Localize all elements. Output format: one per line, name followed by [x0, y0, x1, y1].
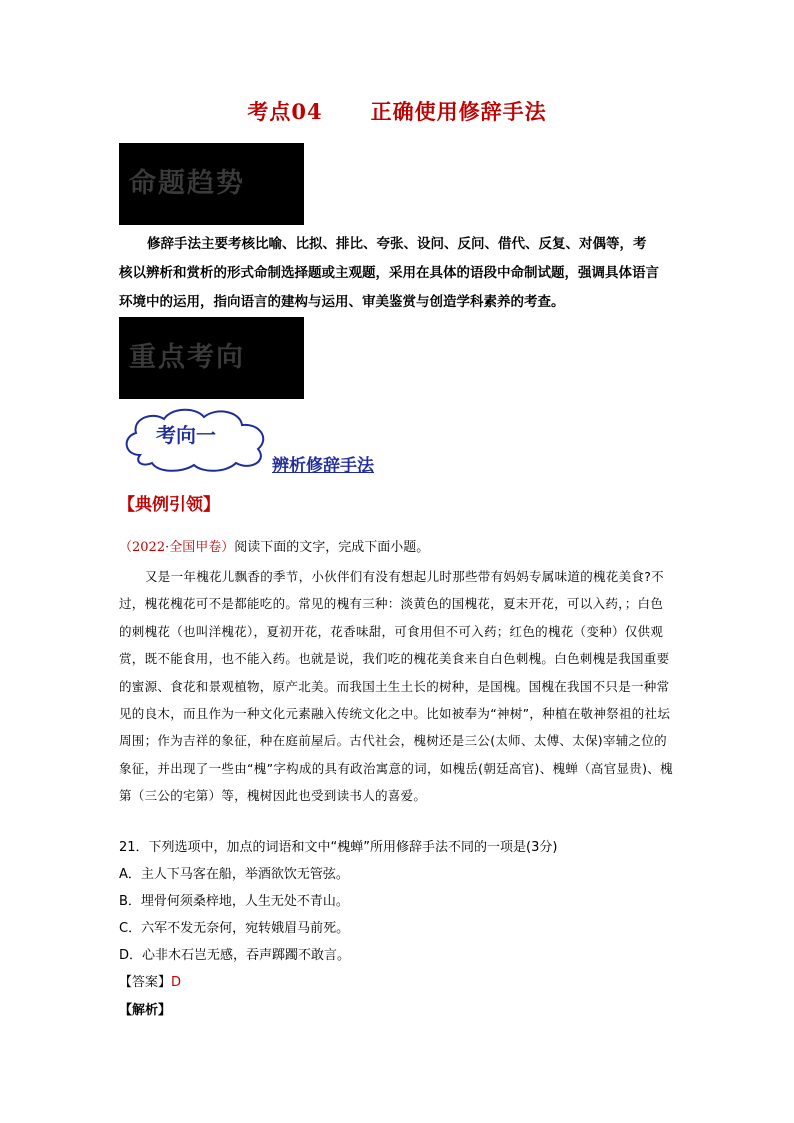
- focus-banner-text: 重点考向: [129, 342, 245, 373]
- example-heading: 【典例引领】: [118, 495, 220, 515]
- analysis-label: 【解析】: [119, 1003, 172, 1018]
- trend-banner-text: 命题趋势: [129, 168, 245, 199]
- option-a: A．主人下马客在船，举酒欲饮无管弦。: [119, 867, 349, 882]
- section-cloud: [118, 405, 274, 475]
- answer-line: [119, 971, 181, 990]
- intro-paragraph: 修辞手法主要考核比喻、比拟、排比、夸张、设问、反问、借代、反复、对偶等，考核以辨析和赏析的形式命制选择题或主观题，采用在具体的语段中命制试题，强调具体语言环境中的运用，指向语言的建构与运用、审美鉴赏与创造学科素养的考查。: [119, 236, 659, 310]
- cloud-label: 考向一: [156, 423, 216, 447]
- source-line: [119, 536, 429, 555]
- title-prefix: 考点04: [247, 99, 323, 124]
- source-instruction: 阅读下面的文字，完成下面小题。: [234, 540, 430, 555]
- source-tag: （2022·全国甲卷）: [119, 540, 235, 555]
- option-d: D．心非木石岂无感，吞声踯躅不敢言。: [119, 948, 351, 963]
- focus-banner: [119, 317, 304, 399]
- option-b: B．埋骨何须桑梓地，人生无处不青山。: [119, 894, 349, 909]
- title-main: 正确使用修辞手法: [370, 99, 547, 124]
- option-c: C．六军不发无奈何，宛转娥眉马前死。: [119, 921, 350, 936]
- section-heading: 辨析修辞手法: [272, 456, 374, 476]
- answer-label: 【答案】: [119, 975, 172, 990]
- reading-passage: 又是一年槐花儿飘香的季节，小伙伴们有没有想起儿时那些带有妈妈专属味道的槐花美食?不过，槐花槐花可不是都能吃的。常见的槐有三种：淡黄色的国槐花，夏末开花，可以入药，；白色的刺槐花（也叫洋槐花），夏初开花，花香味甜，可食用但不可入药；红色的槐花（变种）仅供观赏，既不能食用，也不能入药。也就是说，我们吃的槐花美食来自白色刺槐。白色刺槐是我国重要的蜜源、食花和景观植物，原产北美。而我国土生土长的树种，是国槐。国槐在我国不只是一种常见的良木，而且作为一种文化元素融入传统文化之中。比如被奉为“神树”，种植在敬神祭祖的社坛周围；作为吉祥的象征，种在庭前屋后。古代社会，槐树还是三公(太师、太傅、太保)宰辅之位的象征，并出现了一些由“槐”字构成的具有政治寓意的词，如槐岳(朝廷高官)、槐蝉（高官显贵)、槐第（三公的宅第）等，槐树因此也受到读书人的喜爱。: [119, 569, 673, 804]
- question-stem: 21．下列选项中，加点的词语和文中“槐蝉”所用修辞手法不同的一项是(3分): [119, 840, 558, 855]
- answer-value: D: [171, 975, 182, 990]
- trend-banner: [119, 143, 304, 225]
- page-title: [0, 96, 794, 126]
